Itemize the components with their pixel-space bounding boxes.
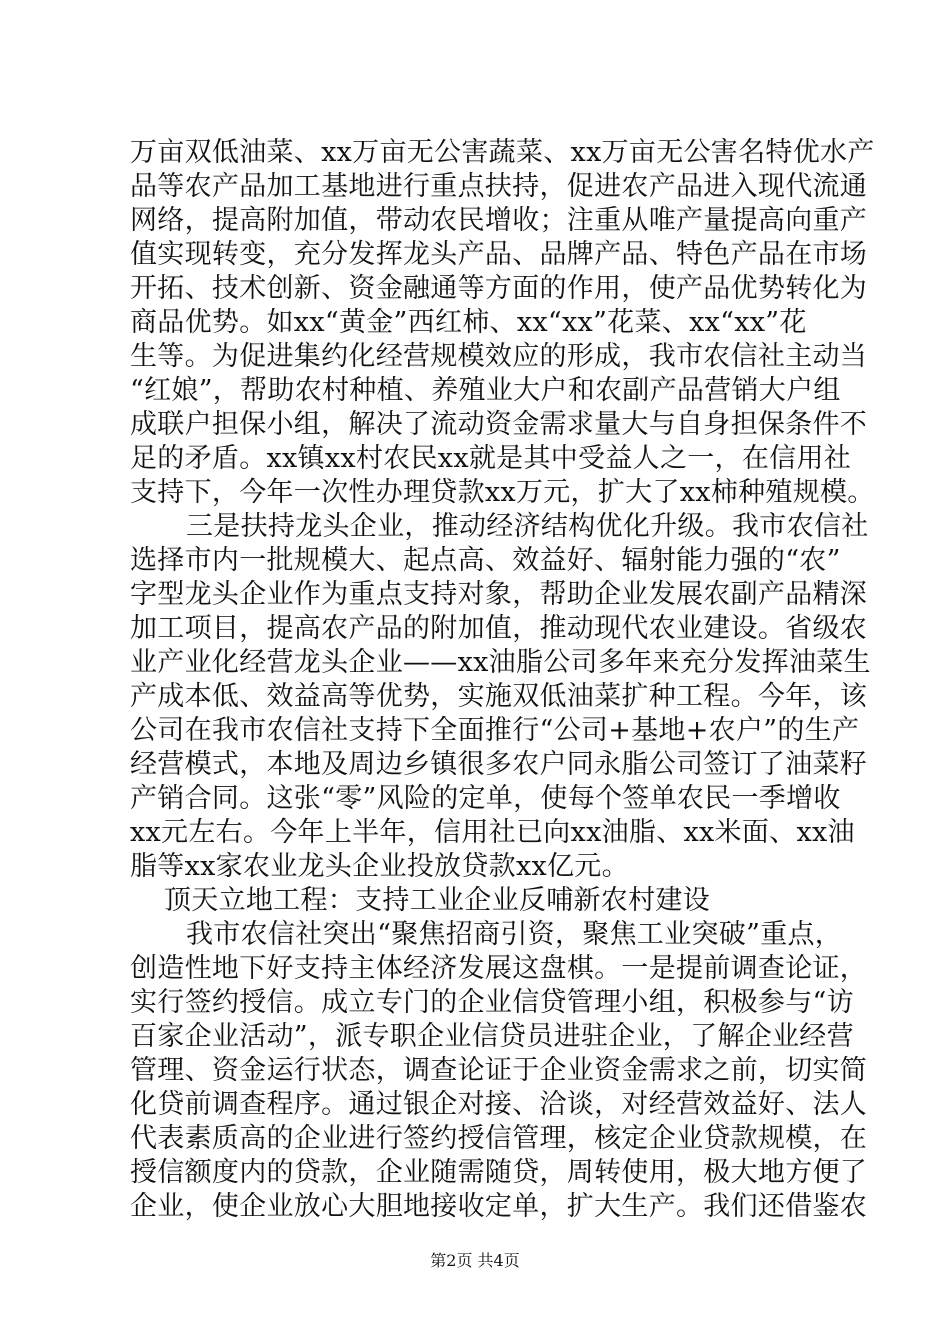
page-footer: 第2页 共4页 — [430, 1251, 520, 1270]
text-line-5: 开拓、技术创新、资金融通等方面的作用，使产品优势转化为 — [130, 273, 868, 304]
text-line-22: 脂等xx家农业龙头企业投放贷款xx亿元。 — [130, 851, 629, 882]
text-line-20: 产销合同。这张“零”风险的定单，使每个签单农民一季增收 — [130, 783, 841, 814]
text-line-16: 业产业化经营龙头企业——xx油脂公司多年来充分发挥油菜生 — [130, 647, 871, 678]
text-line-12: 三是扶持龙头企业，推动经济结构优化升级。我市农信社 — [186, 511, 869, 542]
text-line-10: 足的矛盾。xx镇xx村农民xx就是其中受益人之一，在信用社 — [130, 443, 852, 474]
text-line-29: 化贷前调查程序。通过银企对接、洽谈，对经营效益好、法人 — [130, 1089, 868, 1120]
text-line-6: 商品优势。如xx“黄金”西红柿、xx“xx”花菜、xx“xx”花 — [130, 307, 807, 338]
text-line-32: 企业，使企业放心大胆地接收定单，扩大生产。我们还借鉴农 — [130, 1191, 868, 1222]
text-line-3: 网络，提高附加值，带动农民增收；注重从唯产量提高向重产 — [130, 205, 868, 236]
text-line-17: 产成本低、效益高等优势，实施双低油菜扩种工程。今年，该 — [130, 681, 868, 712]
text-line-28: 管理、资金运行状态，调查论证于企业资金需求之前，切实简 — [130, 1055, 868, 1086]
text-line-18: 公司在我市农信社支持下全面推行“公司+基地+农户”的生产 — [130, 715, 860, 746]
text-line-25: 创造性地下好支持主体经济发展这盘棋。一是提前调查论证， — [130, 953, 868, 984]
text-line-26: 实行签约授信。成立专门的企业信贷管理小组，积极参与“访 — [130, 987, 854, 1018]
text-line-21: xx元左右。今年上半年，信用社已向xx油脂、xx米面、xx油 — [130, 817, 855, 848]
text-line-31: 授信额度内的贷款，企业随需随贷，周转使用，极大地方便了 — [130, 1157, 868, 1188]
text-line-7: 生等。为促进集约化经营规模效应的形成，我市农信社主动当 — [130, 341, 868, 372]
text-line-15: 加工项目，提高农产品的附加值，推动现代农业建设。省级农 — [130, 613, 868, 644]
text-line-2: 品等农产品加工基地进行重点扶持，促进农产品进入现代流通 — [130, 171, 868, 202]
text-line-8: “红娘”，帮助农村种植、养殖业大户和农副产品营销大户组 — [130, 375, 841, 406]
text-line-1: 万亩双低油菜、xx万亩无公害蔬菜、xx万亩无公害名特优水产 — [130, 137, 875, 168]
text-line-9: 成联户担保小组，解决了流动资金需求量大与自身担保条件不 — [130, 409, 868, 440]
text-line-4: 值实现转变，充分发挥龙头产品、品牌产品、特色产品在市场 — [130, 239, 868, 270]
text-line-23: 顶天立地工程：支持工业企业反哺新农村建设 — [164, 885, 710, 916]
text-line-11: 支持下，今年一次性办理贷款xx万元，扩大了xx柿种殖规模。 — [130, 477, 875, 508]
text-line-13: 选择市内一批规模大、起点高、效益好、辐射能力强的“农” — [130, 545, 841, 576]
text-line-14: 字型龙头企业作为重点支持对象，帮助企业发展农副产品精深 — [130, 579, 868, 610]
text-line-24: 我市农信社突出“聚焦招商引资，聚焦工业突破”重点， — [186, 919, 843, 950]
text-line-19: 经营模式，本地及周边乡镇很多农户同永脂公司签订了油菜籽 — [130, 749, 868, 780]
text-line-30: 代表素质高的企业进行签约授信管理，核定企业贷款规模，在 — [130, 1123, 868, 1154]
text-line-27: 百家企业活动”，派专职企业信贷员进驻企业，了解企业经营 — [130, 1021, 854, 1052]
